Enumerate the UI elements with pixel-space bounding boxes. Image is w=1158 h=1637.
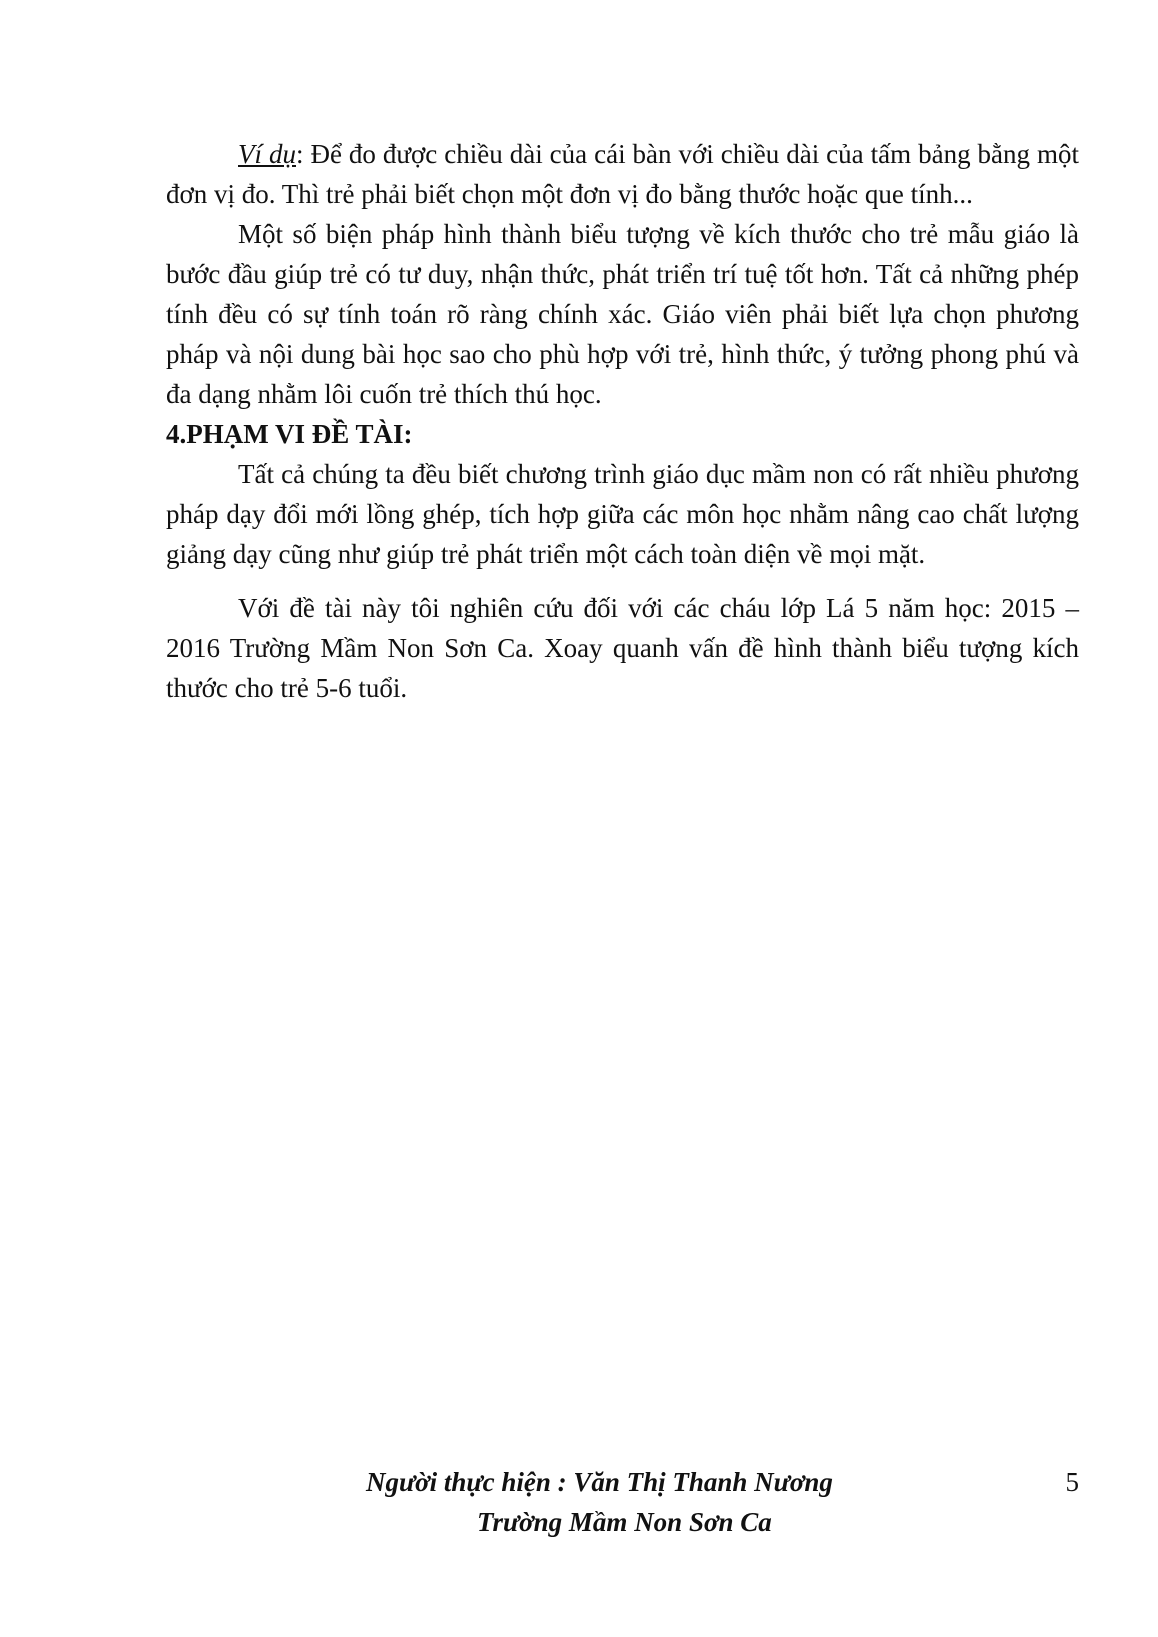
section-heading: 4.PHẠM VI ĐỀ TÀI: xyxy=(166,419,413,449)
footer-author: Người thực hiện : Văn Thị Thanh Nương xyxy=(366,1467,833,1497)
body-paragraph-3: Với đề tài này tôi nghiên cứu đối với các cháu lớp Lá 5 năm học: 2015 – 2016 Trường Mầm Non Sơn Ca. Xoay quanh vấn đề hình thành biểu tượng kích thước cho trẻ 5-6 tuổi. xyxy=(166,593,1079,703)
footer-school: Trường Mầm Non Sơn Ca xyxy=(477,1507,772,1537)
example-paragraph xyxy=(166,134,1079,214)
body-paragraph-2: Tất cả chúng ta đều biết chương trình giáo dục mầm non có rất nhiều phương pháp dạy đổi mới lồng ghép, tích hợp giữa các môn học nhằm nâng cao chất lượng giảng dạy cũng như giúp trẻ phát triển một cách toàn diện về mọi mặt. xyxy=(166,459,1079,569)
document-body xyxy=(166,134,1079,708)
body-paragraph-1: Một số biện pháp hình thành biểu tượng về kích thước cho trẻ mẫu giáo là bước đầu giúp trẻ có tư duy, nhận thức, phát triển trí tuệ tốt hơn. Tất cả những phép tính đều có sự tính toán rõ ràng chính xác. Giáo viên phải biết lựa chọn phương pháp và nội dung bài học sao cho phù hợp với trẻ, hình thức, ý tưởng phong phú và đa dạng nhằm lôi cuốn trẻ thích thú học. xyxy=(166,219,1079,409)
example-label: Ví dụ xyxy=(238,139,296,169)
example-text: : Để đo được chiều dài của cái bàn với chiều dài của tấm bảng bằng một đơn vị đo. Thì trẻ phải biết chọn một đơn vị đo bằng thước hoặc que tính... xyxy=(166,139,1080,209)
page-number: 5 xyxy=(1065,1467,1079,1497)
